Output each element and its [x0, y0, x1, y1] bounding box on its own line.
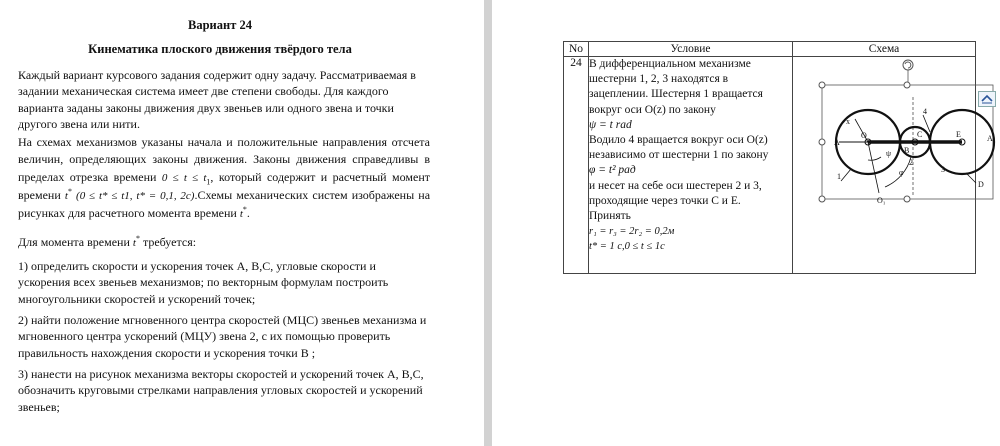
- intro-paragraph: Каждый вариант курсового задания содержит одну задачу. Рассматриваемая в задании механическая система имеет две степени свободы. Для каждого варианта заданы законы движения двух звеньев или одного звена и точки другого звена или нити.: [18, 68, 416, 131]
- mechanism-diagram: [793, 57, 993, 207]
- cond-line-5: Водило 4 вращается вокруг оси O(z): [589, 134, 768, 147]
- law-phi: φ = t² рад: [589, 164, 636, 177]
- laws-interval: 0 ≤ t ≤ t: [161, 171, 207, 184]
- task-item-3: 3) нанести на рисунок механизма векторы скоростей и ускорений точек A, B,C, обозначить круговыми стрелками направления угловых скоростей и ускорений звеньев;: [18, 367, 424, 414]
- laws-text-start: На схемах механизмов указаны начала и положительные направления отсчета величин, определяющих законы движения. Законы движения справедливы в пределах отрезка времени: [18, 135, 430, 184]
- resize-handle-w[interactable]: [819, 139, 825, 145]
- laws-moment: t: [64, 189, 68, 202]
- cond-line-8: проходящие через точки C и E.: [589, 194, 741, 207]
- left-page: [0, 0, 484, 446]
- label-2: 2: [909, 158, 913, 167]
- resize-handle-sw[interactable]: [819, 196, 825, 202]
- resize-handle-s[interactable]: [904, 196, 910, 202]
- condition-cell: [589, 57, 793, 274]
- label-4: 4: [923, 107, 927, 116]
- cond-line-2: шестерни 1, 2, 3 находятся в: [589, 73, 729, 86]
- page-gutter: [484, 0, 492, 446]
- laws-text-end: .Схемы механических систем изображены на рисунках для расчетного момента времени: [18, 187, 431, 221]
- laws-moment-condition: (0 ≤ t* ≤ t1, t* = 0,1, 2c): [76, 189, 195, 202]
- label-x: x: [846, 117, 850, 126]
- moment-t: t: [132, 237, 136, 249]
- header-scheme: Схема: [793, 42, 976, 57]
- variant-title: Вариант 24: [188, 18, 252, 32]
- layout-options-icon[interactable]: [978, 91, 996, 107]
- radii-formula: r₁ = r₃ = 2r₂ = 0,2м: [589, 226, 675, 238]
- task-item-2: 2) найти положение мгновенного центра скоростей (МЦС) звеньев механизма и мгновенного центра ускорений (МЦУ) звена 2, с их помощью проверить правильность нахождения скорости и ускорения точки B ;: [18, 313, 427, 360]
- label-c: C: [917, 130, 923, 139]
- label-e: E: [956, 130, 961, 139]
- cond-line-7: и несет на себе оси шестерен 2 и 3,: [589, 179, 762, 192]
- label-d: D: [978, 180, 984, 189]
- moment-line: Для момента времени t* требуется:: [18, 234, 197, 249]
- label-b: B: [904, 146, 910, 155]
- row-number: 24: [564, 57, 589, 274]
- laws-final-t: t: [239, 208, 243, 221]
- law-psi: ψ = t rad: [589, 118, 632, 131]
- moment-suffix: требуется:: [142, 235, 197, 249]
- label-a-left: A: [834, 138, 840, 147]
- time-formula: t* = 1 c,0 ≤ t ≤ 1c: [589, 241, 665, 253]
- section-title: Кинематика плоского движения твёрдого тела: [88, 42, 352, 56]
- label-3: 3: [941, 165, 945, 174]
- label-o: O: [861, 131, 867, 140]
- header-condition: Условие: [589, 42, 793, 57]
- resize-handle-nw[interactable]: [819, 82, 825, 88]
- cond-line-3: зацеплении. Шестерня 1 вращается: [589, 88, 763, 101]
- cond-line-6: независимо от шестерни 1 по закону: [589, 149, 769, 162]
- cond-line-4: вокруг оси O(z) по закону: [589, 103, 716, 116]
- label-o1: O₁: [877, 196, 886, 205]
- label-phi: φ: [899, 168, 904, 177]
- variant-table: [563, 41, 993, 274]
- laws-paragraph: На схемах механизмов указаны начала и положительные направления отсчета величин, определяющих законы движения. Законы движения справедливы в пределах отрезка времени $0 \le t \le t_1$, который содержит и расчетный момент времени t* (0 ≤ t* ≤ t1, t* = 0,1, 2c).Схемы механических систем изображены на рисунках для расчетного момента времени t*.: [18, 135, 431, 221]
- laws-text-mid: , который содержит и расчетный момент времени: [18, 169, 431, 202]
- label-a-right: A: [987, 134, 993, 143]
- laws-interval-sub: 1: [206, 176, 211, 186]
- resize-handle-n[interactable]: [904, 82, 910, 88]
- rotate-handle-icon[interactable]: [903, 60, 913, 85]
- moment-prefix: Для момента времени: [18, 235, 130, 249]
- header-number: No: [564, 42, 589, 57]
- cond-line-9: Принять: [589, 210, 631, 223]
- scheme-cell: [793, 57, 993, 274]
- label-1: 1: [837, 172, 841, 181]
- cond-line-1: В дифференциальном механизме: [589, 58, 751, 70]
- task-item-1: 1) определить скорости и ускорения точек A, B,C, угловые скорости и ускорения всех звеньев механизмов; по векторным формулам построить многоугольники скоростей и ускорений точек;: [18, 259, 389, 306]
- label-psi: ψ: [886, 149, 892, 158]
